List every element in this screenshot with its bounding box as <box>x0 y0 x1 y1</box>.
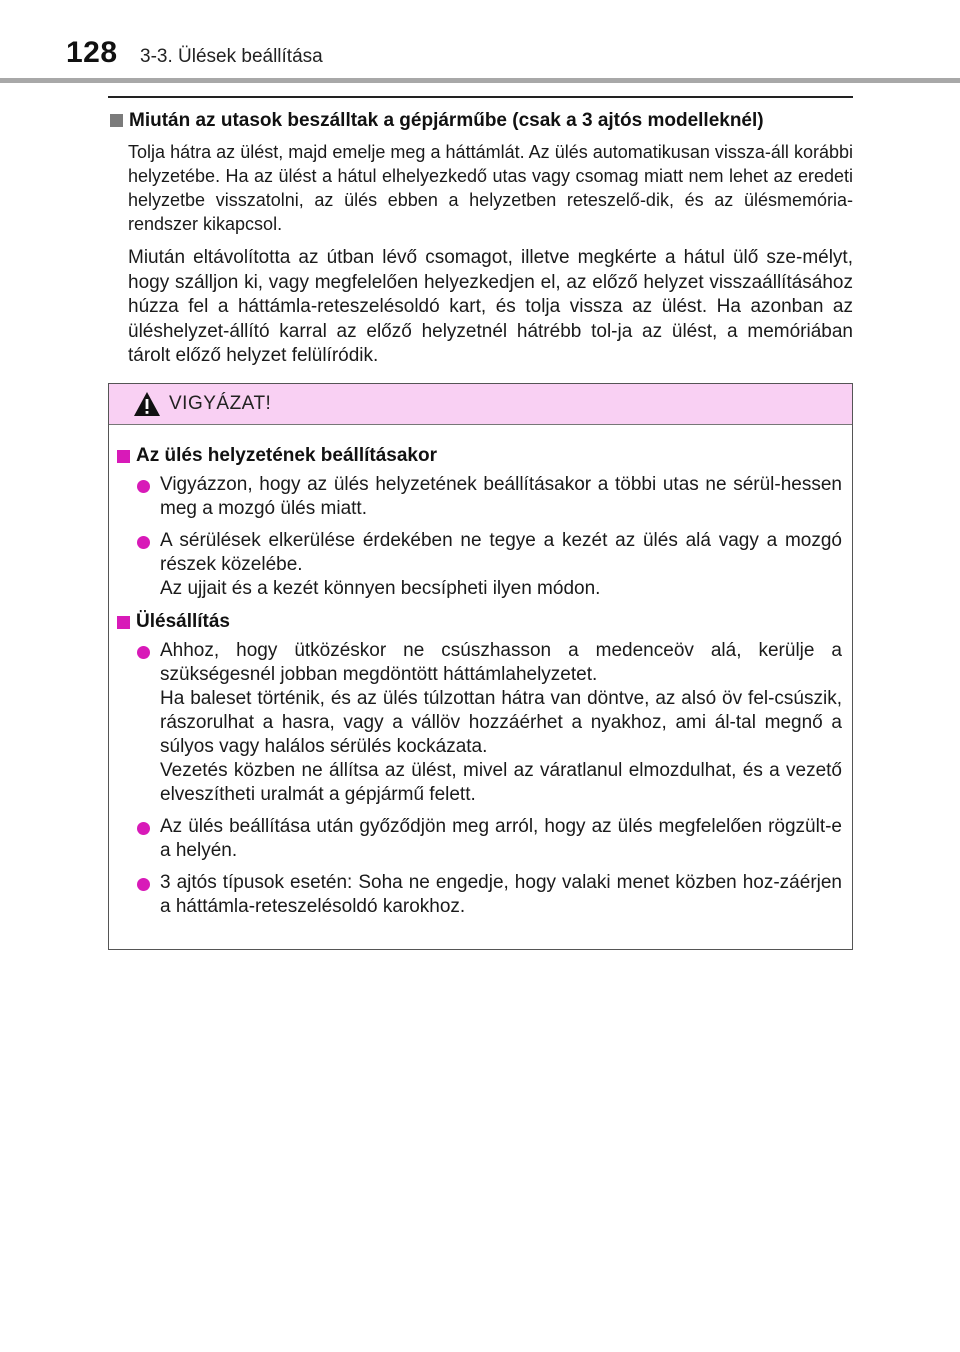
intro-heading <box>108 108 853 134</box>
caution-section-heading-text: Az ülés helyzetének beállításakor <box>136 444 437 466</box>
caution-section-heading <box>115 443 842 469</box>
intro-paragraph-1: Tolja hátra az ülést, majd emelje meg a háttámlát. Az ülés automatikusan vissza-áll korábbi helyzetébe. Ha az ülést a hátul elhelyezkedő utas vagy csomag miatt nem lehet az eredeti helyzetbe visszatolni, az ülés ebben a helyzetben reteszelő-dik, és az ülésmemória-rendszer kikapcsol. <box>128 142 853 234</box>
caution-section-heading <box>115 609 842 635</box>
caution-header <box>109 384 852 425</box>
round-bullet-icon <box>137 878 150 891</box>
caution-bullet-text: A sérülések elkerülése érdekében ne tegye a kezét az ülés alá vagy a mozgó részek közelébe. Az ujjait és a kezét könnyen becsípheti ilyen módon. <box>160 529 842 599</box>
section-title: 3-3. Ülések beállítása <box>140 46 323 67</box>
caution-bullet-text: Vigyázzon, hogy az ülés helyzetének beállításakor a többi utas ne sérül-hessen meg a mozgó ülés miatt. <box>160 473 842 519</box>
warning-triangle-icon <box>133 391 161 417</box>
caution-bullet-text: 3 ajtós típusok esetén: Soha ne engedje, hogy valaki menet közben hoz-záérjen a háttámla-reteszelésoldó karokhoz. <box>160 871 842 917</box>
round-bullet-icon <box>137 646 150 659</box>
caution-body <box>109 425 852 949</box>
caution-bullet <box>137 529 842 601</box>
caution-title: VIGYÁZAT! <box>169 392 272 414</box>
caution-bullet <box>137 871 842 919</box>
round-bullet-icon <box>137 536 150 549</box>
intro-heading-text: Miután az utasok beszálltak a gépjárműbe (csak a 3 ajtós modelleknél) <box>129 110 764 131</box>
caution-bullet-text: Ahhoz, hogy ütközéskor ne csúszhasson a medenceöv alá, kerülje a szükségesnél jobban megdöntött háttámlahelyzetet. Ha baleset történik, és az ülés túlzottan hátra van döntve, az alsó öv fel-csúszik, rászorulhat a hasra, vagy a vállöv hozzáérhet a nyakhoz, ami ál-tal megnő a súlyos vagy halálos sérülés kockázata. Vezetés közben ne állítsa az ülést, mivel az váratlanul elmozdulhat, és a vezető elveszítheti uralmát a gépjármű felett. <box>160 639 842 805</box>
caution-bullet <box>137 473 842 521</box>
caution-bullet <box>137 815 842 863</box>
square-bullet-icon <box>110 114 123 127</box>
caution-bullet-text: Az ülés beállítása után győződjön meg arról, hogy az ülés megfelelően rögzült-e a helyén. <box>160 815 842 861</box>
caution-bullet <box>137 639 842 807</box>
page-number: 128 <box>66 36 118 69</box>
square-bullet-icon <box>117 450 130 463</box>
caution-section-heading-text: Ülésállítás <box>136 610 230 632</box>
intro-paragraph-2: Miután eltávolította az útban lévő csomagot, illetve megkérte a hátul ülő sze-mélyt, hogy szálljon ki, vagy megfelelően helyezkedjen el, az előző helyzet visszaállításához húzza fel a háttámla-reteszelésoldó kart, és tolja vissza az ülést. Ha azonban az üléshelyzet-állító karral az előző helyzetnél hátrébb tol-ja az ülést, a memóriában tárolt előző helyzet felülíródik. <box>128 247 853 366</box>
round-bullet-icon <box>137 480 150 493</box>
square-bullet-icon <box>117 616 130 629</box>
page-content <box>108 96 853 950</box>
header-rule <box>0 78 960 83</box>
top-divider <box>108 96 853 98</box>
round-bullet-icon <box>137 822 150 835</box>
caution-box <box>108 383 853 950</box>
